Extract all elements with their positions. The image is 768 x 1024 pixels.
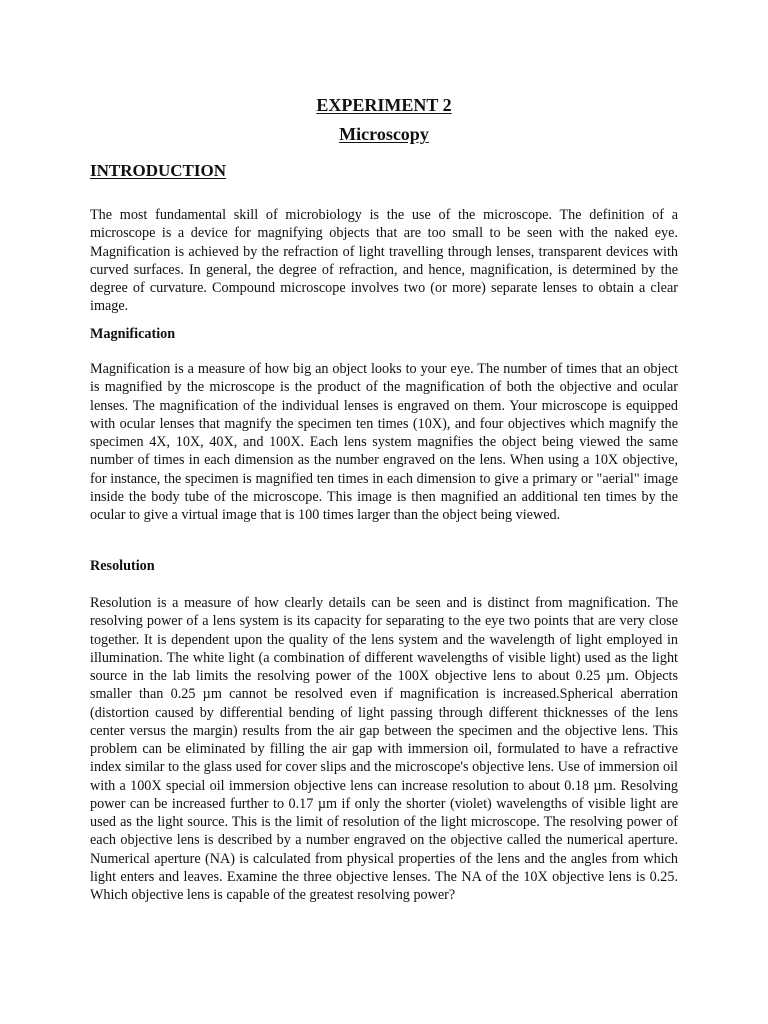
document-subtitle: Microscopy <box>339 124 429 144</box>
introduction-heading: INTRODUCTION <box>90 161 227 180</box>
resolution-paragraph: Resolution is a measure of how clearly details can be seen and is distinct from magnification. The resolving power of a lens system is its capacity for separating to the eye two points that are very close together. It is dependent upon the quality of the lens system and the wavelength of light employed in illumination. The white light (a combination of different wavelengths of visible light) used as the light source in the lab limits the resolving power of the 100X objective lens to about 0.25 µm. Objects smaller than 0.25 µm cannot be resolved even if magnification is increased.Spherical aberration (distortion caused by differential bending of light passing through different thicknesses of the lens center versus the margin) results from the air gap between the specimen and the objective lens. This problem can be eliminated by filling the air gap with immersion oil, formulated to have a refractive index similar to the glass used for cover slips and the microscope's objective lens. Use of immersion oil with a 100X special oil immersion objective lens can increase resolution to about 0.18 µm. Resolving power can be increased further to 0.17 µm if only the shorter (violet) wavelengths of visible light are used as the light source. This is the limit of resolution of the light microscope. The resolving power of each objective lens is described by a number engraved on the objective called the numerical aperture. Numerical aperture (NA) is calculated from physical properties of the lens and the angles from which light enters and leaves. Examine the three objective lenses. The NA of the 10X objective lens is 0.25. Which objective lens is capable of the greatest resolving power? <box>90 595 678 903</box>
magnification-paragraph: Magnification is a measure of how big an object looks to your eye. The number of times that an object is magnified by the microscope is the product of the magnification of both the objective and ocular lenses. The magnification of the individual lenses is engraved on them. Your microscope is equipped with ocular lenses that magnify the specimen ten times (10X), and four objectives which magnify the specimen 4X, 10X, 40X, and 100X. Each lens system magnifies the object being viewed the same number of times in each dimension as the number engraved on the lens. When using a 10X objective, for instance, the specimen is magnified ten times in each dimension to give a primary or "aerial" image inside the body tube of the microscope. This image is then magnified an additional ten times by the ocular to give a virtual image that is 100 times larger than the object being viewed. <box>90 361 678 523</box>
magnification-heading: Magnification <box>90 326 176 342</box>
document-title: EXPERIMENT 2 <box>316 95 452 115</box>
introduction-paragraph: The most fundamental skill of microbiology is the use of the microscope. The definition of a microscope is a device for magnifying objects that are too small to be seen with the naked eye. Magnification is achieved by the refraction of light travelling through lenses, transparent devices with curved surfaces. In general, the degree of refraction, and hence, magnification, is determined by the degree of curvature. Compound microscope involves two (or more) separate lenses to obtain a clear image. <box>90 207 678 315</box>
resolution-heading: Resolution <box>90 558 155 574</box>
